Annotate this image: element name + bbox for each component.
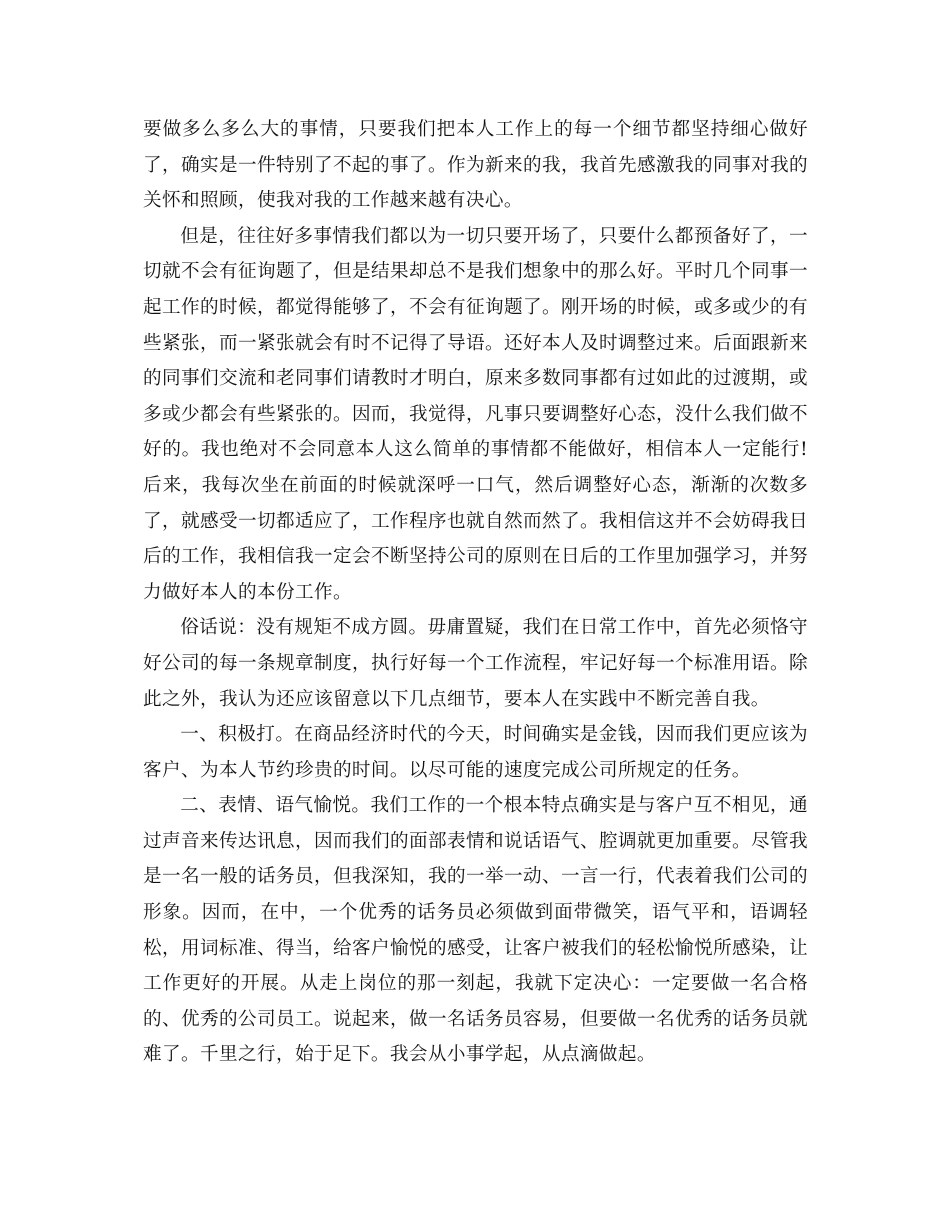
paragraph-1: 要做多么多么大的事情，只要我们把本人工作上的每一个细节都坚持细心做好了，确实是一件特别了不起的事了。作为新来的我，我首先感激我的同事对我的关怀和照顾，使我对我的工作越来越有决心。 (143, 119, 808, 212)
paragraph-5: 二、表情、语气愉悦。我们工作的一个根本特点确实是与客户互不相见，通过声音来传达讯息，因而我们的面部表情和说话语气、腔调就更加重要。尽管我是一名一般的话务员，但我深知，我的一举一动、一言一行，代表着我们公司的形象。因而，在中，一个优秀的话务员必须做到面带微笑，语气平和，语调轻松，用词标准、得当，给客户愉悦的感受，让客户被我们的轻松愉悦所感染，让工作更好的开展。从走上岗位的那一刻起，我就下定决心：一定要做一名合格的、优秀的公司员工。说起来，做一名话务员容易，但要做一名优秀的话务员就难了。千里之行，始于足下。我会从小事学起，从点滴做起。 (143, 795, 808, 1066)
paragraph-2: 但是，往往好多事情我们都以为一切只要开场了，只要什么都预备好了，一切就不会有征询题了，但是结果却总不是我们想象中的那么好。平时几个同事一起工作的时候，都觉得能够了，不会有征询题了。刚开场的时候，或多或少的有些紧张，而一紧张就会有时不记得了导语。还好本人及时调整过来。后面跟新来的同事们交流和老同事们请教时才明白，原来多数同事都有过如此的过渡期，或多或少都会有些紧张的。因而，我觉得，凡事只要调整好心态，没什么我们做不好的。我也绝对不会同意本人这么简单的事情都不能做好，相信本人一定能行!后来，我每次坐在前面的时候就深呼一口气，然后调整好心态，渐渐的次数多了，就感受一切都适应了，工作程序也就自然而然了。我相信这并不会妨碍我日后的工作，我相信我一定会不断坚持公司的原则在日后的工作里加强学习，并努力做好本人的本份工作。 (143, 225, 808, 603)
paragraph-4: 一、积极打。在商品经济时代的今天，时间确实是金钱，因而我们更应该为客户、为本人节约珍贵的时间。以尽可能的速度完成公司所规定的任务。 (143, 724, 808, 781)
paragraph-3: 俗话说：没有规矩不成方圆。毋庸置疑，我们在日常工作中，首先必须恪守好公司的每一条规章制度，执行好每一个工作流程，牢记好每一个标准用语。除此之外，我认为还应该留意以下几点细节，要本人在实践中不断完善自我。 (143, 617, 808, 710)
document-body (143, 112, 808, 1073)
